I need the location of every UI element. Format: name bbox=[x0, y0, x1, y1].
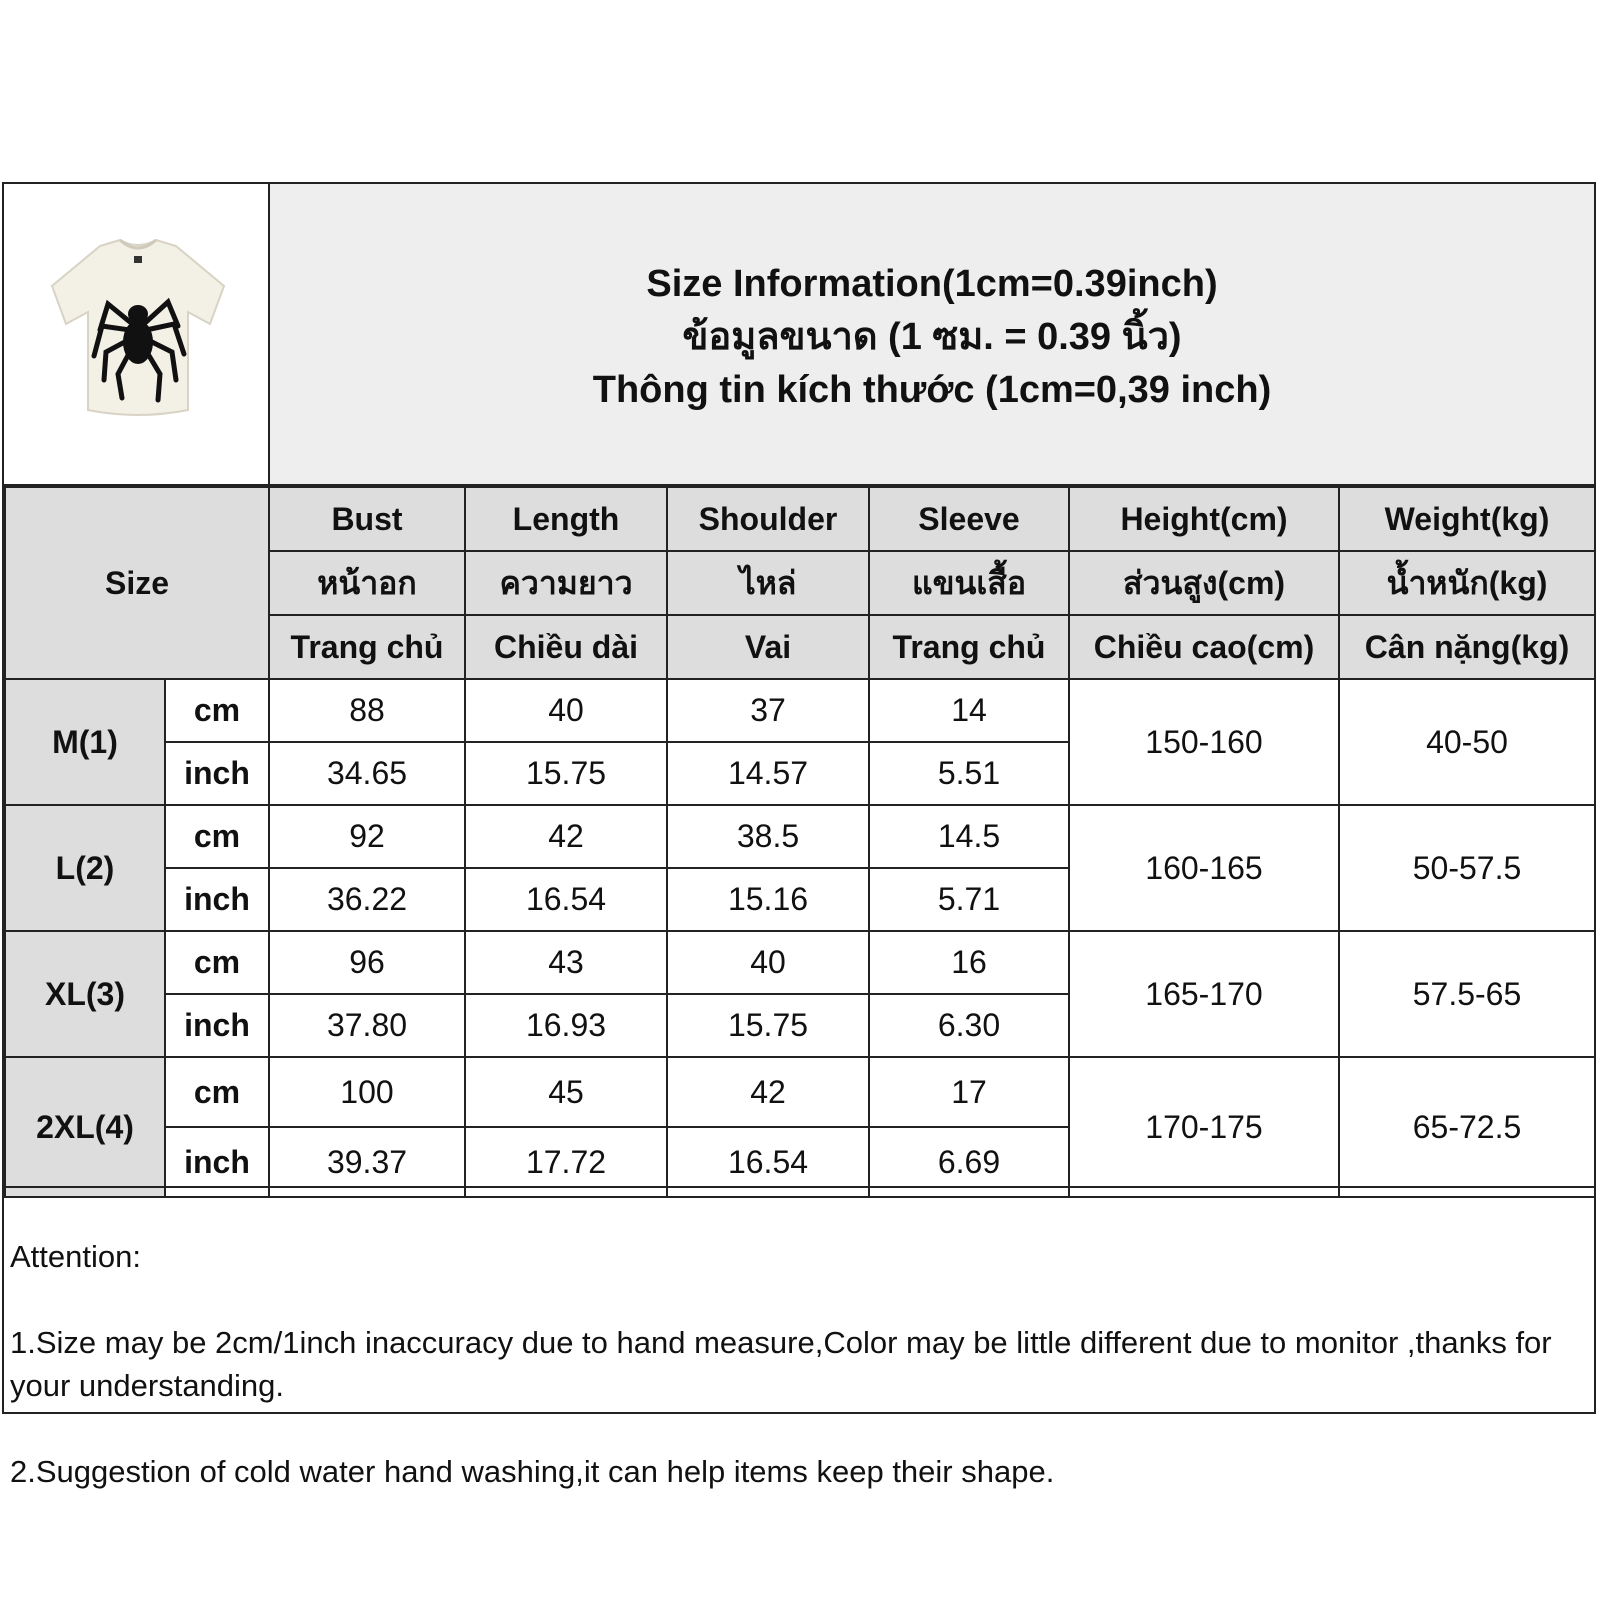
cell-length-cm: 42 bbox=[465, 805, 667, 868]
chart-header bbox=[4, 184, 1594, 486]
title-cell bbox=[270, 184, 1594, 486]
cell-weight: 57.5-65 bbox=[1339, 931, 1595, 1057]
col-header-shoulder-vi: Vai bbox=[667, 615, 869, 679]
cell-weight: 40-50 bbox=[1339, 679, 1595, 805]
col-header-height-vi: Chiều cao(cm) bbox=[1069, 615, 1339, 679]
table-row bbox=[5, 931, 1595, 994]
cell-shoulder-inch: 15.16 bbox=[667, 868, 869, 931]
cell-bust-cm: 88 bbox=[269, 679, 465, 742]
cell-sleeve-cm: 16 bbox=[869, 931, 1069, 994]
unit-cm: cm bbox=[165, 931, 269, 994]
unit-inch: inch bbox=[165, 994, 269, 1057]
cell-length-inch: 17.72 bbox=[465, 1127, 667, 1197]
cell-bust-cm: 100 bbox=[269, 1057, 465, 1127]
cell-shoulder-cm: 40 bbox=[667, 931, 869, 994]
col-header-sleeve-vi: Trang chủ bbox=[869, 615, 1069, 679]
cell-height: 165-170 bbox=[1069, 931, 1339, 1057]
col-header-height: Height(cm) bbox=[1069, 487, 1339, 551]
cell-shoulder-cm: 37 bbox=[667, 679, 869, 742]
col-header-length-th: ความยาว bbox=[465, 551, 667, 615]
cell-weight: 50-57.5 bbox=[1339, 805, 1595, 931]
unit-cm: cm bbox=[165, 1057, 269, 1127]
col-header-sleeve-th: แขนเสื้อ bbox=[869, 551, 1069, 615]
unit-cm: cm bbox=[165, 679, 269, 742]
cell-weight: 65-72.5 bbox=[1339, 1057, 1595, 1197]
cell-height: 160-165 bbox=[1069, 805, 1339, 931]
unit-cm: cm bbox=[165, 805, 269, 868]
size-header: Size bbox=[5, 487, 269, 679]
size-name: 2XL(4) bbox=[5, 1057, 165, 1197]
unit-inch: inch bbox=[165, 1127, 269, 1197]
attention-notes bbox=[4, 1186, 1594, 1489]
col-header-length-vi: Chiều dài bbox=[465, 615, 667, 679]
col-header-bust-vi: Trang chủ bbox=[269, 615, 465, 679]
col-header-shoulder-th: ไหล่ bbox=[667, 551, 869, 615]
cell-bust-inch: 34.65 bbox=[269, 742, 465, 805]
size-table bbox=[4, 486, 1596, 1198]
table-row bbox=[5, 805, 1595, 868]
spider-tshirt-image bbox=[38, 234, 238, 424]
cell-sleeve-cm: 17 bbox=[869, 1057, 1069, 1127]
attention-note-2: 2.Suggestion of cold water hand washing,it can help items keep their shape. bbox=[10, 1454, 1055, 1489]
unit-inch: inch bbox=[165, 742, 269, 805]
title-thai: ข้อมูลขนาด (1 ซม. = 0.39 นิ้ว) bbox=[682, 315, 1182, 358]
cell-length-cm: 45 bbox=[465, 1057, 667, 1127]
cell-height: 150-160 bbox=[1069, 679, 1339, 805]
size-name: XL(3) bbox=[5, 931, 165, 1057]
title-english: Size Information(1cm=0.39inch) bbox=[646, 262, 1218, 305]
col-header-weight-th: น้ำหนัก(kg) bbox=[1339, 551, 1595, 615]
cell-sleeve-inch: 5.71 bbox=[869, 868, 1069, 931]
col-header-shoulder: Shoulder bbox=[667, 487, 869, 551]
cell-length-cm: 40 bbox=[465, 679, 667, 742]
size-name: M(1) bbox=[5, 679, 165, 805]
unit-inch: inch bbox=[165, 868, 269, 931]
cell-bust-inch: 37.80 bbox=[269, 994, 465, 1057]
cell-height: 170-175 bbox=[1069, 1057, 1339, 1197]
col-header-weight: Weight(kg) bbox=[1339, 487, 1595, 551]
size-chart bbox=[2, 182, 1596, 1489]
col-header-bust: Bust bbox=[269, 487, 465, 551]
cell-length-inch: 15.75 bbox=[465, 742, 667, 805]
size-name: L(2) bbox=[5, 805, 165, 931]
cell-shoulder-cm: 42 bbox=[667, 1057, 869, 1127]
cell-shoulder-cm: 38.5 bbox=[667, 805, 869, 868]
cell-bust-cm: 96 bbox=[269, 931, 465, 994]
table-row bbox=[5, 1057, 1595, 1127]
cell-sleeve-inch: 6.69 bbox=[869, 1127, 1069, 1197]
cell-shoulder-inch: 15.75 bbox=[667, 994, 869, 1057]
cell-sleeve-cm: 14 bbox=[869, 679, 1069, 742]
cell-length-inch: 16.54 bbox=[465, 868, 667, 931]
attention-heading: Attention: bbox=[10, 1239, 141, 1274]
cell-bust-cm: 92 bbox=[269, 805, 465, 868]
col-header-sleeve: Sleeve bbox=[869, 487, 1069, 551]
col-header-height-th: ส่วนสูง(cm) bbox=[1069, 551, 1339, 615]
cell-bust-inch: 36.22 bbox=[269, 868, 465, 931]
cell-sleeve-inch: 5.51 bbox=[869, 742, 1069, 805]
cell-sleeve-cm: 14.5 bbox=[869, 805, 1069, 868]
product-cell bbox=[4, 184, 270, 486]
table-row bbox=[5, 679, 1595, 742]
cell-length-cm: 43 bbox=[465, 931, 667, 994]
cell-bust-inch: 39.37 bbox=[269, 1127, 465, 1197]
col-header-length: Length bbox=[465, 487, 667, 551]
col-header-weight-vi: Cân nặng(kg) bbox=[1339, 615, 1595, 679]
cell-shoulder-inch: 16.54 bbox=[667, 1127, 869, 1197]
title-vietnamese: Thông tin kích thước (1cm=0,39 inch) bbox=[592, 368, 1272, 411]
attention-note-1: 1.Size may be 2cm/1inch inaccuracy due to hand measure,Color may be little different due to monitor ,thanks for your understanding. bbox=[10, 1325, 1552, 1403]
cell-sleeve-inch: 6.30 bbox=[869, 994, 1069, 1057]
col-header-bust-th: หน้าอก bbox=[269, 551, 465, 615]
cell-length-inch: 16.93 bbox=[465, 994, 667, 1057]
cell-shoulder-inch: 14.57 bbox=[667, 742, 869, 805]
